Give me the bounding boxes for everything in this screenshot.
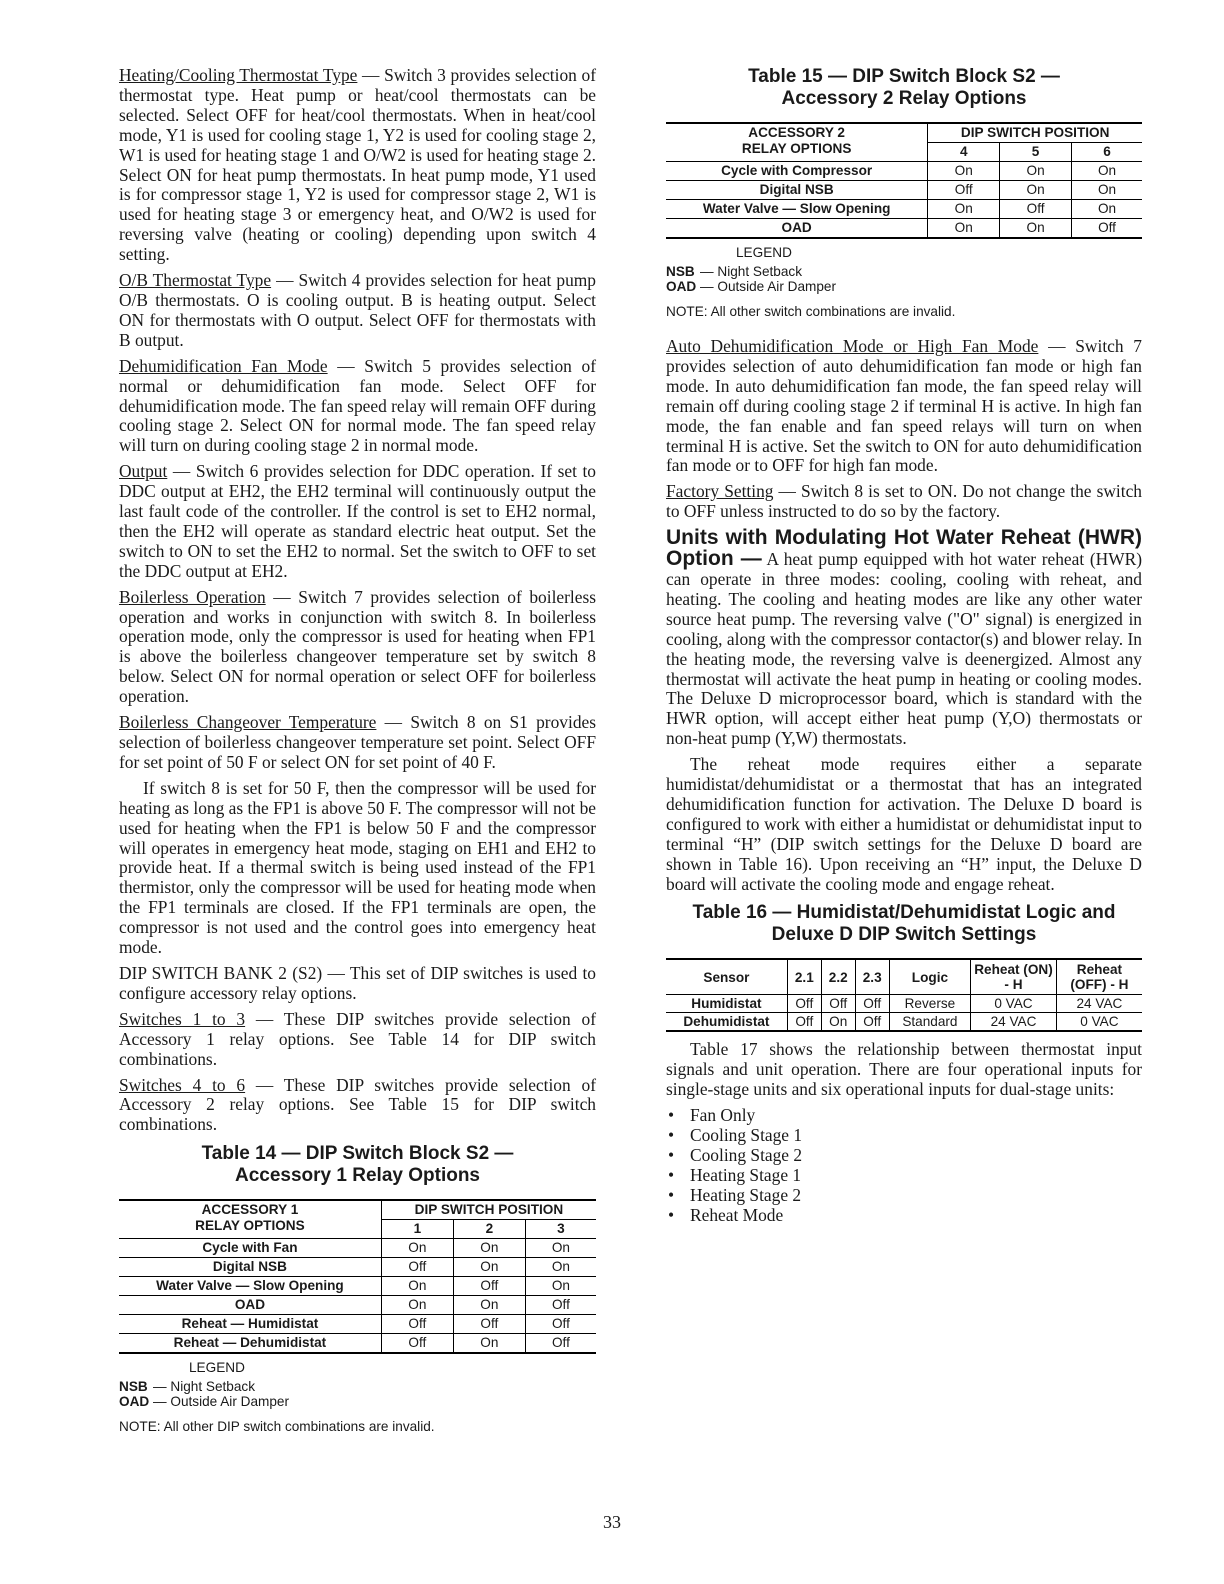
row-label: Reheat — Humidistat [119, 1315, 381, 1334]
table-row [119, 1296, 596, 1315]
cell: Reverse [889, 995, 971, 1013]
table15-note: NOTE: All other switch combinations are invalid. [666, 304, 956, 319]
term-boilerless-changeover-temperature: Boilerless Changeover Temperature [119, 712, 377, 733]
table-row [666, 181, 1142, 200]
list-item: • Cooling Stage 1 [690, 1126, 1142, 1146]
cell: Off [1072, 219, 1142, 239]
cell: Off [928, 181, 1000, 200]
legend-item [119, 1394, 596, 1409]
table-row [119, 1334, 596, 1354]
table14-group-label: DIP SWITCH POSITION [381, 1200, 596, 1220]
cell: Off [453, 1277, 525, 1296]
paragraph-auto-dehumidification [666, 337, 1142, 476]
list-item: • Cooling Stage 2 [690, 1146, 1142, 1166]
term-dehumidification-fan-mode: Dehumidification Fan Mode [119, 355, 328, 376]
cell: Off [381, 1258, 453, 1277]
text: A heat pump equipped with hot water reheat (HWR) can operate in three modes: cooling, cooling with reheat, and heating. The cooling and heating modes are like any other water source heat pump. The reversing valve ("O" signal) is energized in cooling, along with the compressor contactor(s) and blower relay. In the heating mode, the reversing valve is deenergized. Almost any thermostat will activate the heat pump in heating or cooling modes. The Deluxe D microprocessor board, which is standard with the HWR option, will accept either heat pump (Y,O) thermostats or non-heat pump (Y,W) thermostats. [666, 549, 1143, 749]
col-label-line2: RELAY OPTIONS [195, 1218, 305, 1234]
cell: On [525, 1277, 596, 1296]
row-label: Water Valve — Slow Opening [119, 1277, 381, 1296]
table15-subheader: 6 [1072, 143, 1142, 162]
row-label: Cycle with Fan [119, 1239, 381, 1258]
row-label: Cycle with Compressor [666, 162, 928, 181]
term-switches-1-to-3: Switches 1 to 3 [119, 1008, 246, 1029]
table-row [119, 1239, 596, 1258]
table14-col-label [119, 1200, 381, 1239]
term-heating-cooling-thermostat-type: Heating/Cooling Thermostat Type [119, 65, 358, 85]
cell: Off [1000, 200, 1072, 219]
cell: On [525, 1258, 596, 1277]
cell: On [1000, 162, 1072, 181]
row-label: Reheat — Dehumidistat [119, 1334, 381, 1354]
legend-text: — Outside Air Damper [700, 279, 836, 294]
text: — Switch 8 on S1 provides selection of boilerless changeover temperature set point. Select OFF for set point of 50 F or select ON for set point of 40 F. [119, 712, 596, 772]
cell: Humidistat [666, 995, 787, 1013]
term-switches-4-to-6: Switches 4 to 6 [119, 1074, 246, 1095]
cell: On [928, 219, 1000, 239]
legend-text: — Night Setback [153, 1379, 255, 1395]
row-label: Digital NSB [666, 181, 928, 200]
legend-item [666, 264, 1142, 279]
cell: Off [855, 995, 889, 1013]
term-auto-dehumidification-mode: Auto Dehumidification Mode or High Fan Mode [666, 336, 1039, 356]
cell: On [1072, 162, 1142, 181]
legend-abbr: OAD [666, 279, 697, 294]
text: — Switch 5 provides selection of normal or dehumidification fan mode. Select OFF for dehumidification mode. The fan speed relay will remain OFF during cooling stage 2. Select ON for normal mode. The fan speed relay will turn on during cooling stage 2 in normal mode. [119, 355, 596, 456]
cell: Standard [889, 1013, 971, 1032]
list-item: • Fan Only [690, 1106, 1142, 1126]
cell: On [928, 162, 1000, 181]
cell: On [821, 1013, 855, 1032]
table15-title-line1: Table 15 — DIP Switch Block S2 — [748, 66, 1060, 87]
cell: Off [525, 1315, 596, 1334]
cell: On [1072, 200, 1142, 219]
term-ob-thermostat-type: O/B Thermostat Type [119, 270, 272, 291]
table16-header: 2.1 [787, 959, 821, 995]
cell: Dehumidistat [666, 1013, 787, 1032]
table14-legend [119, 1360, 596, 1434]
cell: 24 VAC [971, 1013, 1057, 1032]
table14-title [119, 1143, 596, 1187]
term-output: Output [119, 461, 168, 482]
row-label: OAD [666, 219, 928, 239]
paragraph-switch8: If switch 8 is set for 50 F, then the compressor will be used for heating as long as the FP1 is above 50 F. The compressor will not be used for heating when the FP1 is below 50 F and the compressor will operates in emergency heat mode, staging on EH1 and EH2 to provide heat. If a thermal switch is being used instead of the FP1 thermistor, only the compressor will be used for heating mode when the FP1 terminals are closed. If the FP1 terminals are open, the compressor is not used and the control goes into emergency heat mode. [119, 777, 596, 958]
text: — Switch 7 provides selection of auto dehumidification fan mode or high fan mode. In auto dehumidification fan mode, the fan speed relay will remain off during cooling stage 2 if terminal H is active. In high fan mode, the fan enable and fan speed relays will turn on when terminal H is active. Set the switch to ON for auto dehumidification fan mode or to OFF for high fan mode. [666, 336, 1142, 476]
table16-header: Reheat (ON) - H [971, 959, 1057, 995]
cell: On [453, 1296, 525, 1315]
table16-header: Logic [889, 959, 971, 995]
paragraph-boilerless-operation [119, 588, 596, 707]
cell: Off [821, 995, 855, 1013]
table14-subheader: 3 [525, 1220, 596, 1239]
cell: On [928, 200, 1000, 219]
cell: Off [787, 1013, 821, 1032]
cell: On [453, 1258, 525, 1277]
col-label-line2: RELAY OPTIONS [741, 141, 852, 156]
paragraph-dehumidification-fan-mode [119, 357, 596, 457]
table14-title-line1: Table 14 — DIP Switch Block S2 — [201, 1143, 514, 1165]
table-row [119, 1277, 596, 1296]
paragraph-factory-setting [666, 482, 1142, 522]
table16-title [666, 902, 1142, 946]
term-boilerless-operation: Boilerless Operation [119, 586, 266, 607]
text: — These DIP switches provide selection of Accessory 1 relay options. See Table 14 for DIP switch combinations. [119, 1008, 596, 1069]
legend-title: LEGEND [189, 1360, 245, 1376]
cell: Off [525, 1334, 596, 1354]
table16-title-line1: Table 16 — Humidistat/Dehumidistat Logic and [692, 902, 1116, 924]
section-heading-hwr: Units with Modulating Hot Water Reheat (HWR) Option — [666, 526, 1142, 571]
paragraph-switches-4-6 [119, 1076, 596, 1136]
col-label-line1: ACCESSORY 2 [748, 125, 845, 140]
paragraph-dip-switch-bank-2: DIP SWITCH BANK 2 (S2) — This set of DIP switches is used to configure accessory relay options. [119, 962, 596, 1003]
operational-inputs-list [666, 1106, 1142, 1225]
table16-header: Reheat (OFF) - H [1056, 959, 1142, 995]
table-row [666, 219, 1142, 239]
table-row [666, 1013, 1142, 1032]
cell: 24 VAC [1056, 995, 1142, 1013]
list-item: • Reheat Mode [690, 1206, 1142, 1226]
cell: On [1000, 181, 1072, 200]
text: — Switch 8 is set to ON. Do not change the switch to OFF unless instructed to do so by the factory. [666, 481, 1142, 522]
table15-subheader: 4 [928, 143, 1000, 162]
cell: Off [381, 1315, 453, 1334]
table16-header: 2.3 [855, 959, 889, 995]
paragraph-switches-1-3 [119, 1010, 596, 1070]
legend-abbr: NSB [119, 1379, 148, 1395]
table15-title-line2: Accessory 2 Relay Options [781, 88, 1027, 109]
table15-title [666, 66, 1142, 110]
cell: On [453, 1239, 525, 1258]
row-label: Digital NSB [119, 1258, 381, 1277]
cell: Off [453, 1315, 525, 1334]
table15-subheader: 5 [1000, 143, 1072, 162]
paragraph-table17-intro: Table 17 shows the relationship between thermostat input signals and unit operation. There are four operational inputs for single-stage units and six operational inputs for dual-stage units: [666, 1039, 1142, 1100]
legend-abbr: NSB [666, 264, 695, 279]
cell: On [453, 1334, 525, 1354]
text: — Switch 7 provides selection of boilerless operation and works in conjunction with switch 8. In boilerless operation mode, only the compressor is used for heating when FP1 is above the boilerless changeover temperature set by switch 8 below. Select ON for normal operation or select OFF for boilerless operation. [119, 586, 596, 707]
text: — Switch 6 provides selection for DDC operation. If set to DDC output at EH2, the EH2 terminal will continuously output the last fault code of the controller. If the control is set to EH2 normal, then the EH2 will operate as standard electric heat output. Set the switch to ON to set the EH2 to normal. Set the switch to OFF to set the DDC output at EH2. [119, 461, 596, 581]
table15-legend [666, 245, 1142, 319]
cell: On [381, 1296, 453, 1315]
list-item: • Heating Stage 1 [690, 1166, 1142, 1186]
paragraph-hwr [666, 528, 1142, 749]
legend-abbr: OAD [119, 1394, 150, 1410]
text: — Switch 3 provides selection of thermostat type. Heat pump or heat/cool thermostats can be selected. Select OFF for heat/cool thermostats. When in heat/cool mode, Y1 is used for cooling stage 1, Y2 is used for cooling stage 2, W1 is used for heating stage 1 and O/W2 is used for heating stage 2. Select ON for heat pump thermostats. In heat pump mode, Y1 used is for compressor stage 1, Y2 is used for compressor stage 2, W1 is used for heating stage 3 or emergency heat, and O/W2 is used for reversing valve (heating or cooling) depending upon switch 4 setting. [119, 65, 596, 265]
table-row [666, 200, 1142, 219]
paragraph-reheat-mode: The reheat mode requires either a separate humidistat/dehumidistat or a thermostat that has an integrated dehumidification function for activation. The Deluxe D board is configured to work with either a humidistat or dehumidistat input to terminal “H” (DIP switch settings for the Deluxe D board are shown in Table 16). Upon receiving an “H” input, the Deluxe D board will activate the cooling mode and engage reheat. [666, 754, 1142, 894]
cell: Off [381, 1334, 453, 1354]
table15-group-label: DIP SWITCH POSITION [928, 123, 1142, 143]
legend-title: LEGEND [736, 245, 792, 260]
cell: On [1000, 219, 1072, 239]
cell: On [525, 1239, 596, 1258]
text: — These DIP switches provide selection of Accessory 2 relay options. See Table 15 for DIP switch combinations. [119, 1074, 596, 1135]
table15-col-label [666, 123, 928, 162]
table14-title-line2: Accessory 1 Relay Options [235, 1165, 480, 1187]
table16-header: 2.2 [821, 959, 855, 995]
paragraph-ob-thermostat [119, 271, 596, 351]
table16-title-line2: Deluxe D DIP Switch Settings [771, 924, 1037, 946]
cell: Off [787, 995, 821, 1013]
paragraph-output [119, 462, 596, 581]
table-row [666, 162, 1142, 181]
paragraph-boilerless-changeover [119, 713, 596, 773]
legend-text: — Outside Air Damper [153, 1394, 289, 1410]
cell: Off [525, 1296, 596, 1315]
table14-note: NOTE: All other DIP switch combinations are invalid. [119, 1419, 435, 1435]
table14-subheader: 1 [381, 1220, 453, 1239]
paragraph-thermostat-type [119, 66, 596, 265]
table16-header: Sensor [666, 959, 787, 995]
cell: Off [855, 1013, 889, 1032]
right-column [666, 66, 1142, 1226]
cell: 0 VAC [971, 995, 1057, 1013]
cell: On [1072, 181, 1142, 200]
page-number: 33 [603, 1512, 621, 1532]
table-row [119, 1258, 596, 1277]
row-label: Water Valve — Slow Opening [666, 200, 928, 219]
cell: On [381, 1277, 453, 1296]
left-column [119, 66, 596, 1434]
table-row [666, 995, 1142, 1013]
legend-item [666, 279, 1142, 294]
table14 [119, 1199, 596, 1354]
row-label: OAD [119, 1296, 381, 1315]
cell: On [381, 1239, 453, 1258]
text: — Switch 4 provides selection for heat pump O/B thermostats. O is cooling output. B is heating output. Select ON for thermostats with O output. Select OFF for thermostats with B output. [119, 270, 596, 350]
table15 [666, 122, 1142, 239]
legend-item [119, 1379, 596, 1394]
table16 [666, 958, 1142, 1032]
term-factory-setting: Factory Setting [666, 481, 774, 502]
table-row [119, 1315, 596, 1334]
legend-text: — Night Setback [700, 264, 802, 279]
cell: 0 VAC [1056, 1013, 1142, 1032]
table14-subheader: 2 [453, 1220, 525, 1239]
list-item: • Heating Stage 2 [690, 1186, 1142, 1206]
col-label-line1: ACCESSORY 1 [201, 1202, 299, 1218]
